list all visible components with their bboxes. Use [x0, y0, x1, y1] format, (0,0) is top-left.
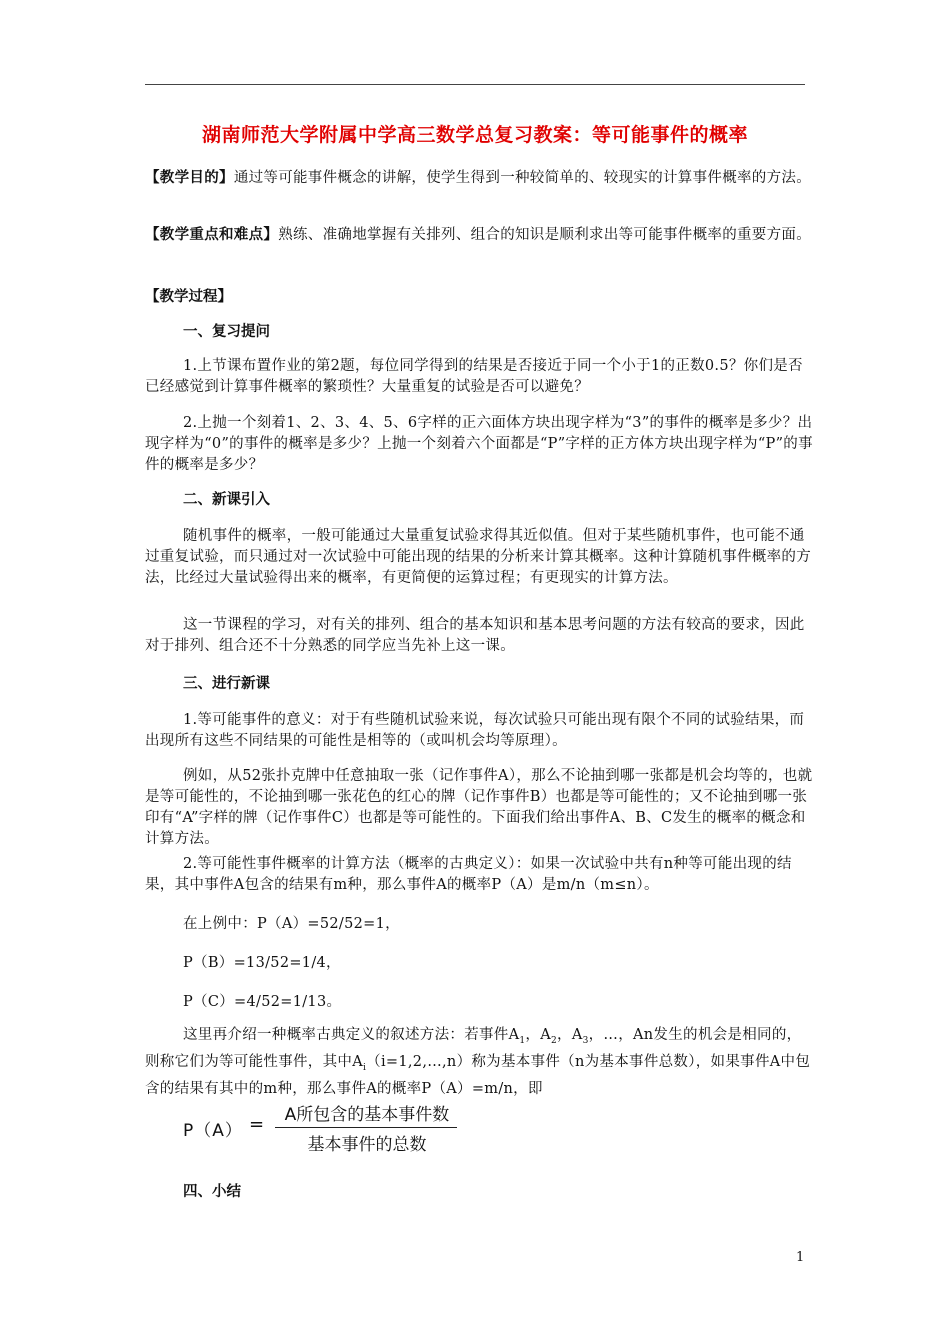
- p4-text-e: （i=1,2,…,n）称为基本事件（n为基本事件总数），如果事件A中包含的结果有其中的m种，那么事件A的概率P（A）=m/n，即: [145, 1053, 811, 1097]
- subscript-3: 3: [582, 1035, 589, 1046]
- intro-paragraph-2: 这一节课程的学习，对有关的排列、组合的基本知识和基本思考问题的方法有较高的要求，因此对于排列、组合还不十分熟悉的同学应当先补上这一课。: [145, 617, 805, 654]
- focus-text: 熟练、准确地掌握有关排列、组合的知识是顺利求出等可能事件概率的重要方面。: [278, 227, 811, 243]
- new-paragraph-3: 2.等可能性事件概率的计算方法（概率的古典定义）：如果一次试验中共有n种等可能出现的结果，其中事件A包含的结果有m种，那么事件A的概率P（A）是m/n（m≤n）。: [145, 856, 792, 893]
- subscript-i: i: [362, 1062, 367, 1073]
- p4-text-d: ，…，An发生的机会是相同的，则称它们为等可能性事件，其中A: [145, 1027, 802, 1070]
- objective-text: 通过等可能事件概念的讲解，使学生得到一种较简单的、较现实的计算事件概率的方法。: [233, 170, 812, 186]
- example-p-b: P（B）=13/52=1/4，: [183, 955, 341, 971]
- process-heading: 【教学过程】: [145, 289, 232, 305]
- section-intro-heading: 二、新课引入: [183, 492, 270, 508]
- focus-paragraph: [145, 225, 813, 246]
- p4-text-b: ，A: [525, 1027, 551, 1043]
- new-paragraph-2: 例如，从52张扑克牌中任意抽取一张（记作事件A），那么不论抽到哪一张都是机会均等的，也就是等可能性的，不论抽到哪一张花色的红心的牌（记作事件B）也都是等可能性的；又不论抽到哪一张印有“A”字样的牌（记作事件C）也都是等可能性的。下面我们给出事件A、B、C发生的概率的概念和计算方法。: [145, 768, 813, 847]
- document-title: 湖南师范大学附属中学高三数学总复习教案：等可能事件的概率: [201, 124, 748, 146]
- section-new-heading: 三、进行新课: [183, 676, 270, 692]
- review-paragraph-1: 1.上节课布置作业的第2题，每位同学得到的结果是否接近于同一个小于1的正数0.5？你们是否已经感觉到计算事件概率的繁琐性？大量重复的试验是否可以避免？: [145, 358, 803, 395]
- new-paragraph-1: 1.等可能事件的意义：对于有些随机试验来说，每次试验只可能出现有限个不同的试验结果，而出现所有这些不同结果的可能性是相等的（或叫机会均等原理）。: [145, 712, 805, 749]
- fraction-bar: [275, 1127, 457, 1128]
- formula-numerator: A所包含的基本事件数: [284, 1105, 450, 1125]
- formula-denominator: 基本事件的总数: [307, 1135, 427, 1155]
- formula-lhs: P（A）: [183, 1121, 243, 1141]
- objective-paragraph: [145, 168, 813, 189]
- example-p-c: P（C）=4/52=1/13。: [183, 994, 342, 1010]
- probability-formula: [183, 1100, 483, 1156]
- section-summary-heading: 四、小结: [183, 1184, 241, 1200]
- subscript-1: 1: [519, 1035, 526, 1046]
- focus-label: 【教学重点和难点】: [145, 227, 279, 243]
- new-paragraph-4: [145, 1025, 813, 1100]
- formula-equals: =: [249, 1114, 265, 1135]
- intro-paragraph-1: 随机事件的概率，一般可能通过大量重复试验求得其近似值。但对于某些随机事件，也可能不通过重复试验，而只通过对一次试验中可能出现的结果的分析来计算其概率。这种计算随机事件概率的方法，比经过大量试验得出来的概率，有更简便的运算过程；有更现实的计算方法。: [145, 528, 811, 586]
- top-rule: [145, 84, 805, 85]
- section-review-heading: 一、复习提问: [183, 324, 270, 340]
- review-paragraph-2: 2.上抛一个刻着1、2、3、4、5、6字样的正六面体方块出现字样为“3”的事件的概率是多少？出现字样为“0”的事件的概率是多少？上抛一个刻着六个面都是“P”字样的正方体方块出现字样为“P”的事件的概率是多少？: [145, 415, 813, 473]
- p4-text-c: ，A: [557, 1027, 583, 1043]
- subscript-2: 2: [550, 1035, 558, 1046]
- objective-label: 【教学目的】: [145, 170, 234, 186]
- p4-text-a: 这里再介绍一种概率古典定义的叙述方法：若事件A: [183, 1027, 520, 1043]
- page-number: 1: [796, 1250, 805, 1265]
- example-p-a: 在上例中：P（A）=52/52=1，: [183, 916, 400, 932]
